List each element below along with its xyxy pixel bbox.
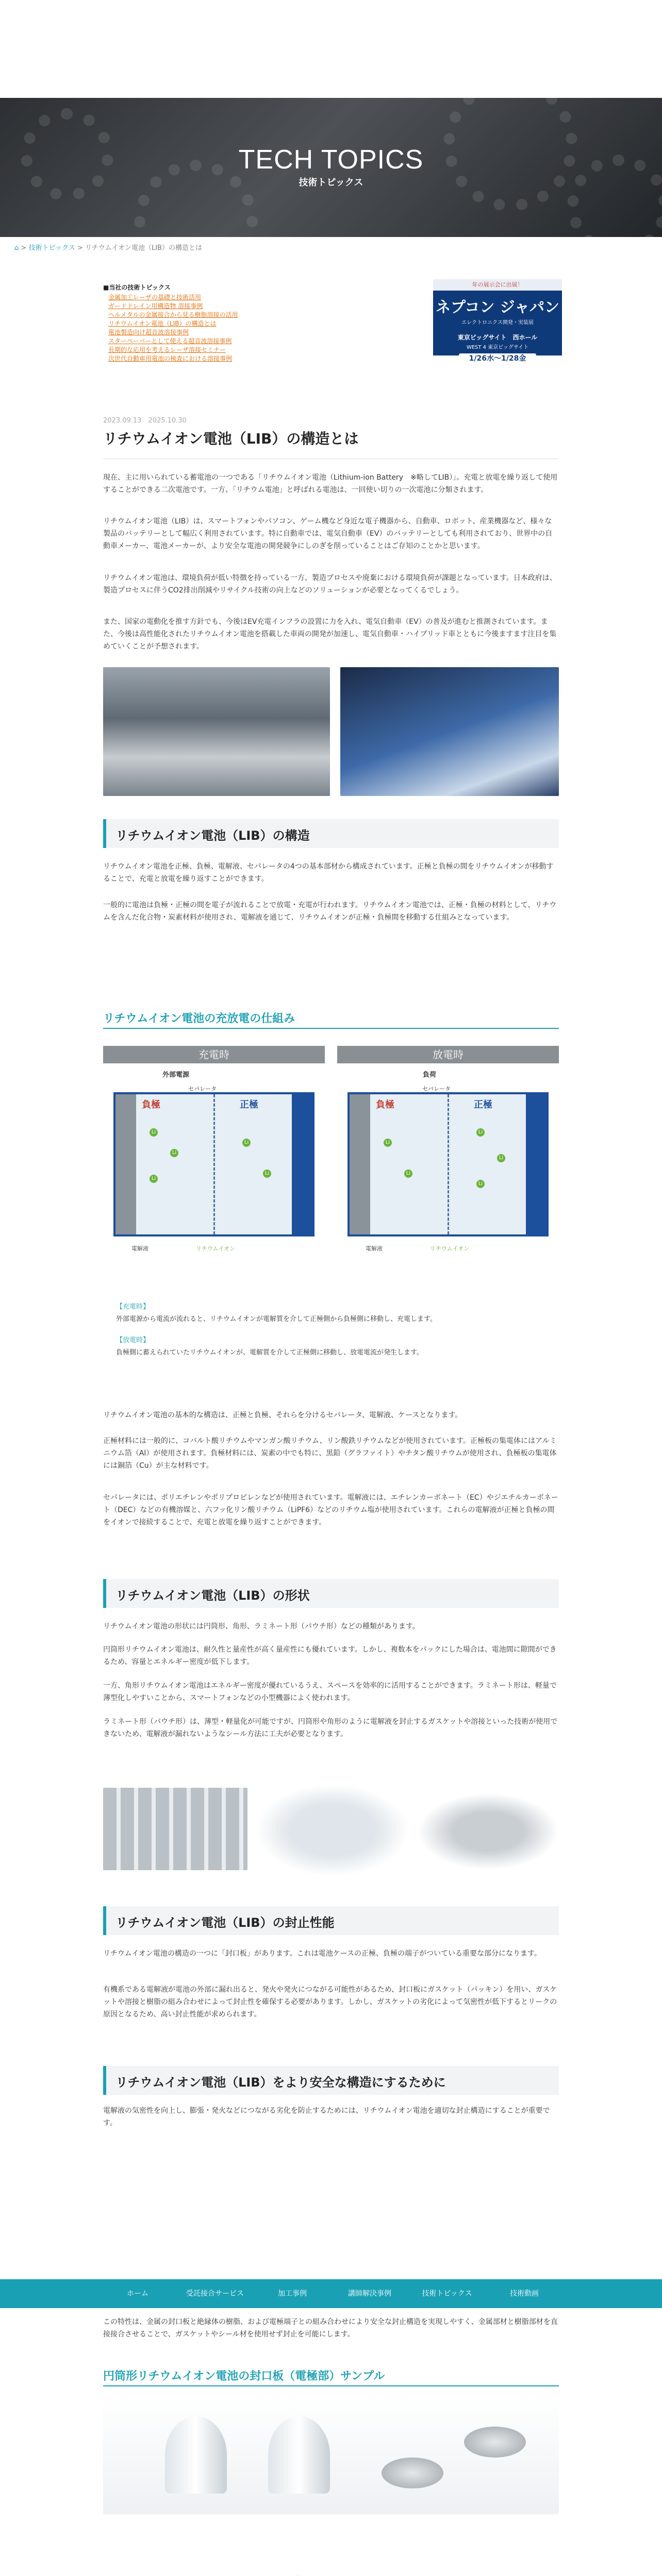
sample-can [268,2416,330,2494]
sub-heading-underline [103,1028,559,1029]
related-topic-link[interactable]: ヘルメタルの金属接合から見る樹脂溶接の活用 [108,311,238,318]
sample-can [165,2416,227,2494]
external-power-label: 外部電源 [162,1071,190,1079]
hero-banner [0,98,662,237]
discharge-note-text: 負極側に蓄えられていたリチウムイオンが、電解質を介して正極側に移動し、放電電流が発生します。 [116,1349,423,1357]
lithium-ion-dot: Li [476,1128,485,1137]
nav-item-tech-topics[interactable]: 技術トピックス [422,2290,472,2298]
lithium-ion-dot: Li [242,1139,251,1147]
discharge-note-label: 【放電時】 [116,1336,150,1344]
lithium-ion-dot: Li [476,1180,485,1188]
section-paragraph: セパレータには、ポリエチレンやポリプロピレンなどが使用されています。電解液には、エチレンカーボネート（EC）やジエチルカーボネート（DEC）などの有機溶媒と、六フッ化リン酸リチウム（LiPF6）などのリチウム塩が使用されています。これらの電解液が正極と負極の間をイオンで接続することで、充電と放電を繰り返すことができます。 [103,1494,558,1527]
intro-paragraph: リチウムイオン電池（LIB）は、スマートフォンやパソコン、ゲーム機など身近な電子機器から、自動車、ロボット、産業機器など、様々な製品のバッテリーとして幅広く利用されています。特に自動車では、電気自動車（EV）のバッテリーとしても利用されており、世界中の自動車メーカー、電池メーカーが、より安全な電池の開発競争にしのぎを削っていることはご存知のことかと思います。 [103,517,553,550]
sub-heading: リチウムイオン電池の充放電の仕組み [103,1012,295,1025]
breadcrumb-separator: > [21,244,27,252]
section-heading: リチウムイオン電池（LIB）の封止性能 [103,1906,559,1935]
home-icon[interactable]: ⌂ [14,244,19,252]
positive-collector [292,1094,312,1234]
nav-item-cases[interactable]: 加工事例 [278,2290,307,2298]
ad-logo: ネプコン ジャパン [435,298,560,316]
load-label: 負荷 [423,1071,437,1079]
lithium-ion-dot: Li [170,1149,178,1157]
nav-item-solutions[interactable]: 講師解決事例 [348,2290,391,2298]
electrolyte-label: 電解液 [131,1245,148,1252]
positive-electrode-label: 正極 [474,1099,492,1110]
related-topic-link[interactable]: 電池製造向け超音波溶接事例 [108,329,189,336]
section-heading: リチウムイオン電池（LIB）の構造 [103,819,559,848]
section-heading: リチウムイオン電池（LIB）の形状 [103,1579,559,1608]
section-paragraph: 電解液の気密性を向上し、膨張・発火などにつながる劣化を防止するためには、リチウムイオン電池を適切な封止構造にすることが重要です。 [103,2107,550,2127]
lithium-ion-dot: Li [263,1170,271,1178]
ad-venue: 東京ビッグサイト 西ホール [457,334,538,341]
separator-line [448,1094,450,1234]
breadcrumb-tech-topics[interactable]: 技術トピックス [28,244,75,252]
section-paragraph: ラミネート形（パウチ形）は、薄型・軽量化が可能ですが、円筒形や角形のように電解液を封止するガスケットや溶接といった技術が使用できないため、電解液が漏れないようなシール方法に工夫が必要となります。 [103,1718,558,1738]
prismatic-cell-photo [258,1785,407,1875]
separator-line [213,1094,216,1234]
charge-discharge-diagram [103,1046,559,1293]
section-paragraph: 一方、角形リチウムイオン電池はエネルギー密度が優れているうえ、スペースを効率的に活用することができます。ラミネート形は、軽量で薄型化しやすいことから、スマートフォンなどの小型機器によく使われます。 [103,1682,557,1702]
related-topics-list [103,283,340,363]
page-title: リチウムイオン電池（LIB）の構造とは [103,430,359,447]
related-topic-link[interactable]: スターペーパーとして使える超音波溶接事例 [108,337,232,345]
hero-title: TECH TOPICS [238,145,424,175]
lithium-ion-label: リチウムイオン [196,1245,236,1252]
section-paragraph: リチウムイオン電池の基本的な構造は、正極と負極、それらを分けるセパレータ、電解液、ケースとなります。 [103,1411,462,1419]
negative-collector [115,1094,136,1234]
lithium-ion-label: リチウムイオン [430,1245,470,1252]
discharge-note [116,1334,423,1359]
intro-paragraph: リチウムイオン電池は、環境負荷が低い特徴を持っている一方、製造プロセスや廃棄における環境負荷が課題となっています。日本政府は、製造プロセスに伴うCO2排出削減やリサイクル技術の向上などのソリューションが必要となってくるでしょう。 [103,574,557,595]
section-paragraph: 一般的に電池は負極・正極の間を電子が流れることで放電・充電が行われます。リチウムイオン電池では、正極・負極の材料として、リチウムを含んだ化合物・炭素材料が使用され、電解液を通じて、リチウムイオンが正極・負極間を移動する仕組みとなっています。 [103,901,557,922]
related-topic-link[interactable]: ガードドレイン用構造物 溶接事例 [108,302,203,310]
section-paragraph: 正極材料には一般的に、コバルト酸リチウムやマンガン酸リチウム、リン酸鉄リチウムなどが使用されています。正極板の集電体にはアルミニウム箔（Al）が使用されます。負極材料には、炭素の中でも特に、黒鉛（グラファイト）やチタン酸リチウムが使用され、負極板の集電体には銅箔（Cu）が主な材料です。 [103,1437,557,1470]
nav-item-home[interactable]: ホーム [127,2290,148,2298]
related-topic-link[interactable]: 長期的な応用を考えるレーザ溶接セミナー [108,346,226,353]
hero-subtitle: 技術トピックス [299,177,363,188]
lithium-ion-dot: Li [150,1128,158,1137]
lithium-ion-dot: Li [384,1139,392,1147]
negative-electrode-label: 負極 [376,1099,394,1110]
post-date: 2023.09.13 2025.10.30 [103,417,187,425]
separator-label: セパレータ [188,1086,217,1092]
ad-dates: 1/26水～1/28金 [459,353,536,364]
sealing-plate-samples-photo [103,2396,559,2514]
related-topic-link[interactable]: リチウムイオン電池（LIB）の構造とは [108,320,217,327]
discharge-cell [347,1092,549,1236]
battery-cells-photo [103,667,330,796]
main-nav-bar [0,2279,662,2308]
section-heading: リチウムイオン電池（LIB）をより安全な構造にするために [103,2066,559,2095]
ad-subtitle: エレクトロニクス開発・実装展 [461,320,534,326]
sample-disk [382,2458,443,2488]
section-paragraph: この特性は、金属の封口板と絶縁体の樹脂、および電極端子との組み合わせにより安全な封止構造を実現しやすく、金属部材と樹脂部材を直接接合させることで、ガスケットやシール材を使用せず封止を可能にします。 [103,2318,558,2338]
sub-heading [103,2573,363,2576]
lithium-ion-dot: Li [497,1154,505,1162]
charge-note-label: 【充電時】 [116,1303,150,1311]
sub-heading-underline [103,2385,559,2386]
positive-collector [526,1094,547,1234]
section-paragraph: リチウムイオン電池を正極、負極、電解液、セパレータの4つの基本部材から構成されています。正極と負極の間をリチウムイオンが移動することで、充電と放電を繰り返すことができます。 [103,862,554,883]
electrolyte-label: 電解液 [366,1245,383,1252]
related-topic-link[interactable]: 次世代自動車用電池の検査における溶接事例 [108,355,233,362]
section-paragraph: リチウムイオン電池の形状には円筒形、角形、ラミネート形（パウチ形）などの種類があります。 [103,1622,420,1631]
ad-booth: WEST 4 東京ビッグサイト [466,345,529,350]
sub-heading: 円筒形リチウムイオン電池の封口板（電極部）サンプル [103,2370,385,2383]
intro-paragraph: 現在、主に用いられている蓄電池の一つである「リチウムイオン電池（Lithium-ion Battery ※略してLIB）」。充電と放電を繰り返して使用することができる二次電池です。一方、「リチウム電池」と呼ばれる電池は、一回使い切りの一次電池に分類されます。 [103,473,558,494]
cylindrical-cells-photo [103,1788,247,1870]
section-paragraph: 有機系である電解液が電池の外部に漏れ出ると、発火や発火につながる可能性があるため、封口板にガスケット（パッキン）を用い、ガスケットや溶接と樹脂の組み合わせによって封止性を確保する必要があります。しかし、ガスケットの劣化によって気密性が低下するとリークの原因となるため、高い封止性能が求められます。 [103,1986,557,2019]
nav-item-videos[interactable]: 技術動画 [510,2290,539,2298]
battery-production-photo [340,667,559,796]
breadcrumb-separator: > [77,244,83,252]
negative-electrode-label: 負極 [142,1099,160,1110]
nav-item-service[interactable]: 受託接合サービス [186,2290,244,2298]
section-paragraph: 円筒形リチウムイオン電池は、耐久性と量産性が高く量産性にも優れています。しかし、複数本をパックにした場合は、電池間に隙間ができるため、容量とエネルギー密度が低下します。 [103,1646,557,1666]
breadcrumb-current: リチウムイオン電池（LIB）の構造とは [85,244,202,252]
charge-note-text: 外部電源から電流が流れると、リチウムイオンが電解質を介して正極側から負極側に移動し、充電します。 [116,1315,437,1323]
breadcrumb [14,242,202,252]
positive-electrode-label: 正極 [240,1099,258,1110]
lithium-ion-dot: Li [150,1175,158,1183]
charge-note [116,1301,437,1326]
separator-label: セパレータ [422,1086,451,1092]
intro-paragraph: また、国家の電動化を推す方針でも、今後はEV充電インフラの設置に力を入れ、電気自動車（EV）の普及が進むと推測されています。また、今後は高性能化されたリチウムイオン電池を搭載した車両の開発が加速し、電気自動車・ハイブリッド車とともに今後ますます注目を集めていくことが予想されます。 [103,618,557,651]
charge-cell [113,1092,315,1236]
section-paragraph: リチウムイオン電池の構造の一つに「封口板」があります。これは電池ケースの正極、負極の端子がついている重要な部分になります。 [103,1950,541,1958]
charge-header: 充電時 [103,1046,325,1063]
ad-banner-text: 年の展示会に出展！ [433,279,562,291]
discharge-header: 放電時 [337,1046,559,1063]
lithium-ion-dot: Li [404,1170,412,1178]
related-topics-heading: ■当社の技術トピックス [103,284,171,291]
negative-collector [350,1094,370,1234]
pouch-cell-photo [418,1793,559,1870]
sample-disk [464,2427,526,2458]
exhibition-ad-banner[interactable] [433,279,562,363]
related-topic-link[interactable]: 金属加工レーザの基礎と技術活用 [108,294,202,301]
